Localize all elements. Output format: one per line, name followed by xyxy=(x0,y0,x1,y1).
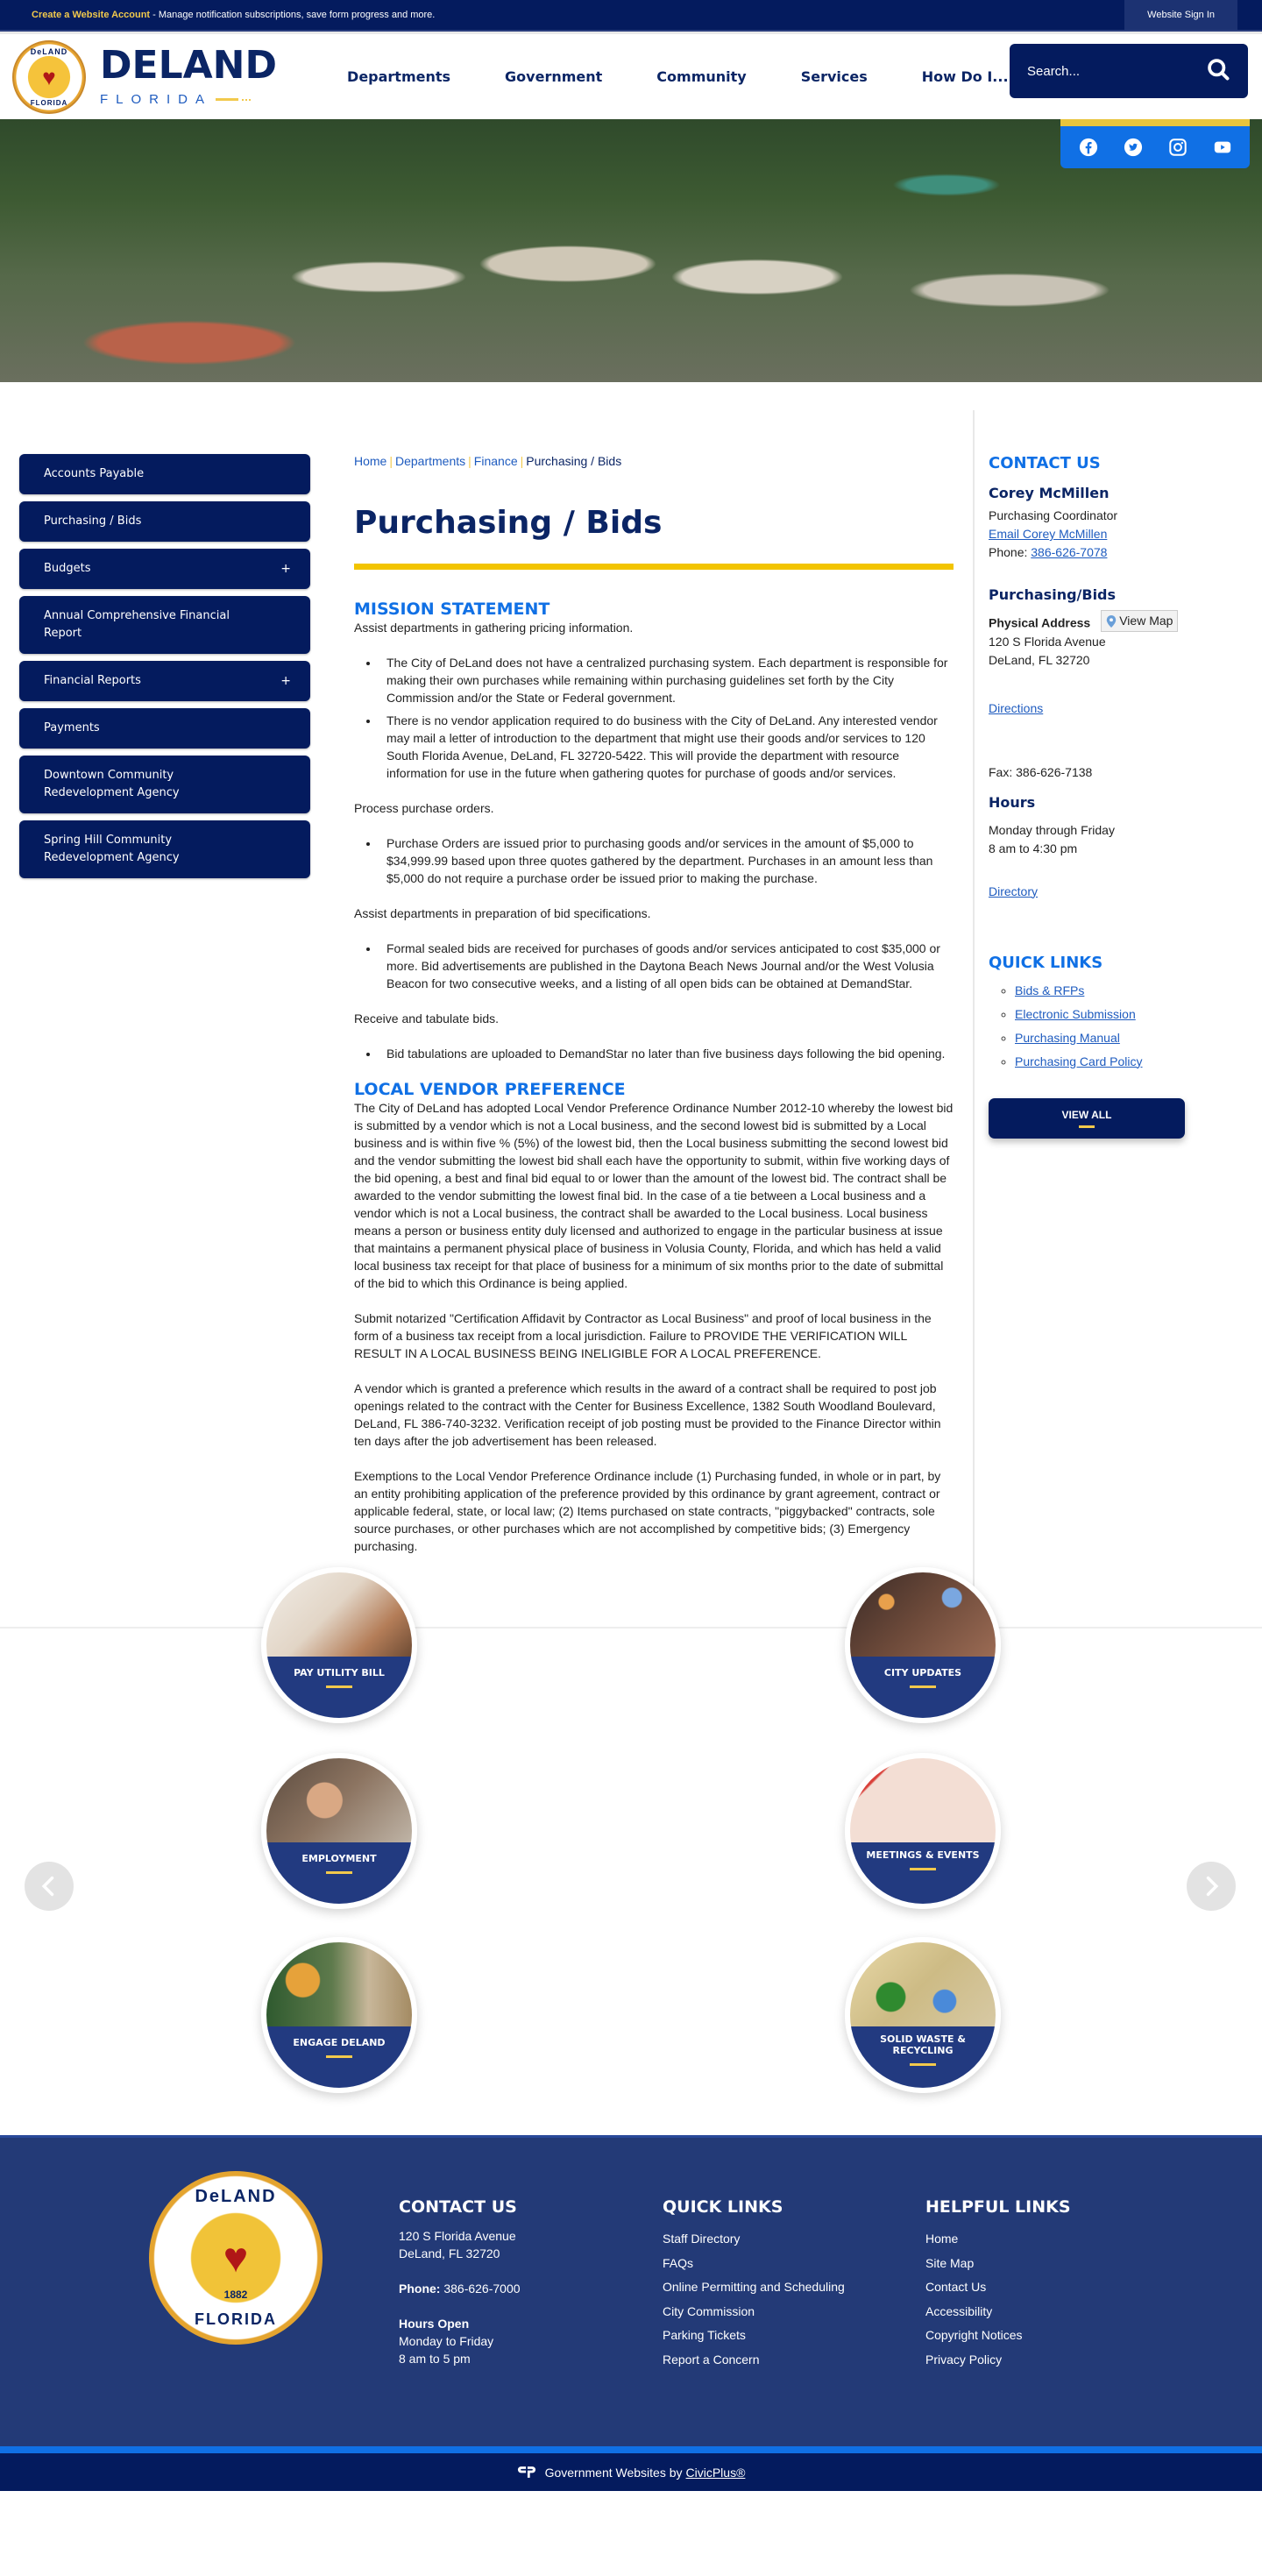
footer-accent-bar xyxy=(0,2446,1262,2453)
circle-accent xyxy=(910,1685,936,1688)
sidebar-item-downtown-cra[interactable] xyxy=(19,756,310,813)
expand-icon[interactable]: + xyxy=(280,562,291,576)
sidebar-item-payments[interactable] xyxy=(19,708,310,749)
map-pin-icon xyxy=(1106,615,1117,628)
view-map-button[interactable] xyxy=(1101,610,1178,632)
fax-number: Fax: 386-626-7138 xyxy=(989,764,1093,779)
list-item xyxy=(1015,979,1262,1003)
hours-line2: 8 am to 4:30 pm xyxy=(989,841,1078,855)
lvp-paragraph: The City of DeLand has adopted Local Vendor Preference Ordinance Number 2012-10 whereby the lowest bid is submitted by a vendor which is not a Local business, and the second lowest bid is submitted by a Local business and is within five % (5%) of the lowest bid, then the Local business submitting the second lowest bid and the vendor submitting the lowest bid shall each have the opportunity to submit, within five working days of the bid opening, a best and final bid equal to or lower than the amount of the lowest bid. The contract shall be awarded to the vendor submitting the lowest final bid. In the case of a tie between a Local business and a vendor which is not a Local business, the contract shall be awarded to the Local business. Local business means a person or business entity duly licensed and authorized to engage in the particular business at issue that maintains a permanent physical place of business in Volusia County, Florida, and which has held a valid local business tax receipt for that place of business for a minimum of six months prior to the date of submittal of the bid to which this Ordinance is being applied. xyxy=(354,1101,954,1290)
social-media-bar xyxy=(1060,119,1250,168)
circle-label: SOLID WASTE & RECYCLING xyxy=(880,2033,966,2057)
nav-how-do-i[interactable]: How Do I... xyxy=(921,68,1009,85)
site-header xyxy=(0,32,1262,119)
seal-top-text: DeLAND xyxy=(30,46,68,56)
sidebar-item-label: Budgets xyxy=(44,562,91,575)
sidebar-item-financial-reports[interactable] xyxy=(19,661,310,701)
footer-hours-line1: Monday to Friday xyxy=(399,2334,494,2348)
solid-waste-image xyxy=(850,1942,996,2026)
footer-link-privacy[interactable]: Privacy Policy xyxy=(925,2352,1003,2367)
chevron-right-icon xyxy=(1199,1874,1223,1898)
quick-link-purchasing-card-policy[interactable]: Purchasing Card Policy xyxy=(1015,1054,1143,1068)
po-intro: Process purchase orders. xyxy=(354,801,494,815)
list-item xyxy=(1015,1050,1262,1074)
seal-top-text: DeLAND xyxy=(195,2187,277,2206)
circle-accent xyxy=(910,1868,936,1870)
heart-icon: ♥ xyxy=(223,2234,249,2281)
list-item xyxy=(1015,1003,1262,1026)
circle-band xyxy=(266,1842,412,1904)
footer-link-parking-tickets[interactable]: Parking Tickets xyxy=(663,2328,746,2342)
brand-logo[interactable] xyxy=(100,43,278,107)
tab-intro: Receive and tabulate bids. xyxy=(354,1011,499,1025)
directions-link[interactable]: Directions xyxy=(989,700,1044,715)
list-item: • The City of DeLand does not have a centralized purchasing system. Each department is responsible for making their own purchases while remaining within purchasing guidelines set forth by the City Commission and/or the State or Federal government. xyxy=(379,654,954,706)
footer-link-report-concern[interactable]: Report a Concern xyxy=(663,2352,760,2367)
hero-aerial-image xyxy=(0,119,1262,382)
top-bar xyxy=(0,0,1262,32)
dept-heading: Purchasing/Bids xyxy=(989,586,1117,603)
breadcrumb-departments[interactable]: Departments xyxy=(395,454,466,468)
circle-accent xyxy=(326,1685,352,1688)
quick-link-purchasing-manual[interactable]: Purchasing Manual xyxy=(1015,1030,1120,1045)
footer-quick-links xyxy=(663,2197,845,2372)
circle-accent xyxy=(326,2055,352,2058)
sidebar-item-label: Annual Comprehensive Financial Report xyxy=(44,609,230,640)
circle-band xyxy=(850,2026,996,2088)
mission-heading: MISSION STATEMENT xyxy=(354,600,550,619)
spec-intro: Assist departments in preparation of bid specifications. xyxy=(354,906,651,920)
meetings-events-image xyxy=(850,1758,996,1842)
employment-link[interactable] xyxy=(261,1753,417,1909)
list-item: • Formal sealed bids are received for purchases of goods and/or services anticipated to cost $35,000 or more. Bid advertisements are published in the Daytona Beach News Journal and/or the West Volusia Beacon for two consecutive weeks, and a listing of all open bids can be obtained at DemandStar. xyxy=(379,940,954,992)
right-sidebar xyxy=(973,410,1262,1615)
meetings-events-link[interactable] xyxy=(845,1753,1001,1909)
nav-departments[interactable]: Departments xyxy=(347,68,451,85)
mission-intro: Assist departments in gathering pricing information. xyxy=(354,621,634,635)
footer-link-faqs[interactable]: FAQs xyxy=(663,2255,694,2270)
hours-heading: Hours xyxy=(989,793,1036,811)
directory-link[interactable]: Directory xyxy=(989,884,1039,898)
footer-phone: 386-626-7000 xyxy=(440,2281,521,2296)
phone-label: Phone: xyxy=(989,545,1032,559)
sidebar-item-label: Purchasing / Bids xyxy=(44,514,142,528)
circle-band xyxy=(850,1842,996,1904)
footer-quick-list xyxy=(663,2227,845,2372)
graphic-links-section xyxy=(0,1627,1262,2135)
address-label: Physical Address xyxy=(989,615,1091,630)
breadcrumb-home[interactable]: Home xyxy=(354,454,387,468)
circle-accent xyxy=(910,2063,936,2066)
lvp-paragraph: Exemptions to the Local Vendor Preference Ordinance include (1) Purchasing funded, in whole or in part, by an entity prohibiting application of the preference provided by this ordinance by grant agreement, contract or applicable federal, state, or local law; (2) Items purchased on state contracts, "piggybacked" contracts, sole source purchases, or other purchases which are not accomplished by competitive bids; (3) Emergency purchasing. xyxy=(354,1469,941,1553)
carousel-prev-button[interactable] xyxy=(25,1862,74,1911)
sidebar-item-label: Spring Hill Community Redevelopment Agency xyxy=(44,834,180,864)
site-footer xyxy=(0,2135,1262,2446)
footer-hours-line2: 8 am to 5 pm xyxy=(399,2352,471,2366)
footer-link-site-map[interactable]: Site Map xyxy=(925,2255,975,2270)
sidebar-item-accounts-payable[interactable] xyxy=(19,454,310,494)
footer-quick-heading: QUICK LINKS xyxy=(663,2197,783,2217)
city-seal-logo[interactable] xyxy=(12,40,86,114)
mission-list xyxy=(379,654,954,782)
footer-link-contact-us[interactable]: Contact Us xyxy=(925,2280,987,2294)
search-box xyxy=(1010,44,1248,98)
website-sign-in-button[interactable]: Website Sign In xyxy=(1124,0,1237,30)
brand-rule xyxy=(216,98,238,101)
solid-waste-recycling-link[interactable] xyxy=(845,1937,1001,2093)
facebook-icon[interactable] xyxy=(1078,137,1099,158)
footer-address-line2: DeLand, FL 32720 xyxy=(399,2246,500,2260)
contact-name: Corey McMillen xyxy=(989,485,1110,501)
lvp-paragraph: A vendor which is granted a preference which results in the award of a contract shall be required to post job openings related to the contract with the Center for Business Excellence, 1382 South Woodland Boulevard, DeLand, FL 386-740-3232. Verification receipt of job posting must be provided to the Finance Director within ten days after the job advertisement has been released. xyxy=(354,1381,941,1448)
breadcrumb-current: Purchasing / Bids xyxy=(526,454,622,468)
civicplus-link[interactable]: CivicPlus® xyxy=(685,2465,746,2480)
view-all-accent xyxy=(1079,1125,1095,1128)
footer-link-online-permitting[interactable]: Online Permitting and Scheduling xyxy=(663,2280,845,2294)
credit-text: Government Websites by xyxy=(544,2465,683,2480)
sidebar-item-purchasing-bids[interactable] xyxy=(19,501,310,542)
tab-list xyxy=(379,1045,954,1062)
circle-label: CITY UPDATES xyxy=(883,1667,962,1679)
footer-address-line1: 120 S Florida Avenue xyxy=(399,2229,516,2243)
brand-dots xyxy=(242,99,251,101)
brand-name: DELAND xyxy=(100,43,278,88)
footer-link-home[interactable]: Home xyxy=(925,2232,959,2246)
circle-band xyxy=(266,1657,412,1718)
contact-heading: CONTACT US xyxy=(989,454,1101,472)
footer-helpful-links xyxy=(925,2197,1071,2372)
chevron-left-icon xyxy=(37,1874,61,1898)
search-icon[interactable] xyxy=(1206,57,1230,86)
page-title: Purchasing / Bids xyxy=(354,505,663,541)
circle-label: MEETINGS & EVENTS xyxy=(866,1849,980,1862)
create-account-link[interactable]: Create a Website Account xyxy=(32,10,151,20)
breadcrumb-separator: | xyxy=(468,454,471,468)
seal-year: 1882 xyxy=(223,2289,248,2301)
quick-link-bids-rfps[interactable]: Bids & RFPs xyxy=(1015,983,1085,997)
quick-links-heading: QUICK LINKS xyxy=(989,953,1103,972)
city-updates-link[interactable] xyxy=(845,1567,1001,1723)
employment-image xyxy=(266,1758,412,1842)
nav-community[interactable]: Community xyxy=(656,68,747,85)
main-area xyxy=(0,382,1262,1627)
breadcrumb-finance[interactable]: Finance xyxy=(473,454,518,468)
seal-bottom-text: FLORIDA xyxy=(30,98,68,107)
pay-utility-bill-link[interactable] xyxy=(261,1567,417,1723)
circle-band xyxy=(850,1657,996,1718)
page-content xyxy=(354,410,954,1627)
sidebar-item-label: Financial Reports xyxy=(44,674,141,687)
footer-contact-heading: CONTACT US xyxy=(399,2197,517,2217)
address-line1: 120 S Florida Avenue xyxy=(989,634,1106,649)
sidebar-item-label: Accounts Payable xyxy=(44,467,145,480)
nav-services[interactable]: Services xyxy=(800,68,868,85)
footer-contact xyxy=(399,2197,521,2367)
hours-line1: Monday through Friday xyxy=(989,822,1115,837)
breadcrumb-separator: | xyxy=(520,454,524,468)
circle-accent xyxy=(326,1871,352,1874)
view-all-button[interactable] xyxy=(989,1098,1185,1139)
footer-city-seal[interactable] xyxy=(149,2171,323,2345)
expand-icon[interactable]: + xyxy=(280,674,291,688)
circle-label: PAY UTILITY BILL xyxy=(294,1667,385,1679)
nav-government[interactable]: Government xyxy=(505,68,603,85)
title-divider xyxy=(354,564,954,570)
breadcrumb xyxy=(354,454,954,468)
circle-label: ENGAGE DELAND xyxy=(293,2037,386,2049)
list-item xyxy=(1015,1026,1262,1050)
youtube-icon[interactable] xyxy=(1212,137,1233,158)
address-line2: DeLand, FL 32720 xyxy=(989,652,1090,667)
lvp-paragraph: Submit notarized "Certification Affidavit by Contractor as Local Business" and proof of local business in the form of a business tax receipt from a local jurisdiction. Failure to PROVIDE THE VERIFICATION WILL RESULT IN A LOCAL BUSINESS BEING INELIGIBLE FOR A LOCAL PREFERENCE. xyxy=(354,1311,932,1360)
footer-phone-label: Phone: xyxy=(399,2281,441,2296)
carousel-next-button[interactable] xyxy=(1187,1862,1236,1911)
lvp-heading: LOCAL VENDOR PREFERENCE xyxy=(354,1080,626,1099)
breadcrumb-separator: | xyxy=(389,454,393,468)
search-input[interactable] xyxy=(1027,64,1185,79)
view-all-label: VIEW ALL xyxy=(1061,1108,1112,1121)
brand-subtitle: FLORIDA xyxy=(100,92,213,107)
sidebar-nav xyxy=(19,410,310,1627)
create-account-banner xyxy=(32,10,435,20)
footer-link-copyright[interactable]: Copyright Notices xyxy=(925,2328,1023,2342)
credit-bar xyxy=(0,2453,1262,2491)
civicplus-icon xyxy=(517,2466,536,2479)
view-map-label: View Map xyxy=(1119,614,1173,628)
circle-label: EMPLOYMENT xyxy=(301,1853,377,1865)
list-item: • Bid tabulations are uploaded to DemandStar no later than five business days following the bid opening. xyxy=(379,1045,954,1062)
contact-role: Purchasing Coordinator xyxy=(989,508,1118,522)
sidebar-item-acfr[interactable] xyxy=(19,596,310,654)
spec-list xyxy=(379,940,954,992)
sidebar-item-label: Downtown Community Redevelopment Agency xyxy=(44,769,180,799)
sidebar-item-spring-hill-cra[interactable] xyxy=(19,820,310,878)
footer-link-accessibility[interactable]: Accessibility xyxy=(925,2303,993,2318)
sidebar-item-label: Payments xyxy=(44,721,100,734)
footer-helpful-list xyxy=(925,2227,1071,2372)
quick-link-electronic-submission[interactable]: Electronic Submission xyxy=(1015,1006,1136,1021)
twitter-icon[interactable] xyxy=(1123,137,1144,158)
instagram-icon[interactable] xyxy=(1167,137,1188,158)
brand-sub xyxy=(100,92,277,107)
email-contact-link[interactable]: Email Corey McMillen xyxy=(989,527,1108,541)
footer-helpful-heading: HELPFUL LINKS xyxy=(925,2197,1071,2217)
engage-deland-link[interactable] xyxy=(261,1937,417,2093)
footer-hours-label: Hours Open xyxy=(399,2317,470,2331)
seal-bottom-text: FLORIDA xyxy=(195,2310,277,2328)
list-item: • There is no vendor application required to do business with the City of DeLand. Any interested vendor may mail a letter of introduction to the department that might use their goods and/or services to 120 South Florida Avenue, DeLand, FL 32720-5422. This will provide the department with resource information for use in the future when gathering quotes for purchase of goods and/or services. xyxy=(379,712,954,782)
list-item: • Purchase Orders are issued prior to purchasing goods and/or services in the amount of $5,000 to $34,999.99 based upon three quotes gathered by the department. Purchases in an amount less than $5,000 do not require a purchase order be issued prior to making the purchase. xyxy=(379,834,954,887)
engage-deland-image xyxy=(266,1942,412,2026)
footer-link-city-commission[interactable]: City Commission xyxy=(663,2303,755,2318)
po-list xyxy=(379,834,954,887)
heart-icon: ♥ xyxy=(42,63,56,90)
main-nav xyxy=(347,68,1063,85)
quick-links-list xyxy=(1015,979,1262,1074)
circle-band xyxy=(266,2026,412,2088)
footer-link-staff-directory[interactable]: Staff Directory xyxy=(663,2232,741,2246)
phone-link[interactable]: 386-626-7078 xyxy=(1031,545,1108,559)
sidebar-item-budgets[interactable] xyxy=(19,549,310,589)
create-account-desc: - Manage notification subscriptions, save form progress and more. xyxy=(150,10,436,20)
